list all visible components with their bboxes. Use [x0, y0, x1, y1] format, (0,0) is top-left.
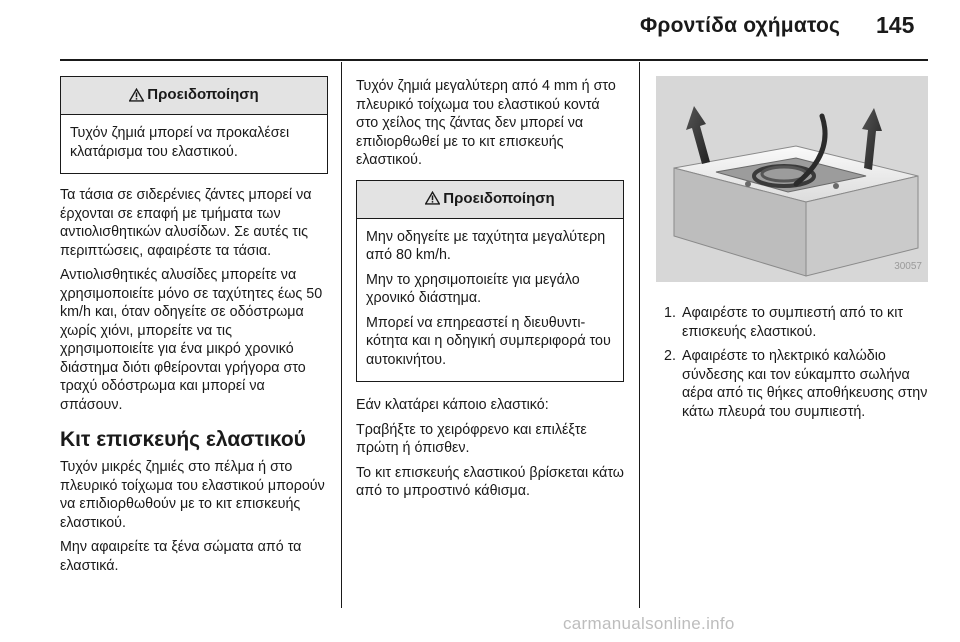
paragraph: Μην αφαιρείτε τα ξένα σώματα από τα ελαστικά.	[60, 539, 302, 574]
step-text: Αφαιρέστε το συμπιεστή από το κιτ επισκευής ελαστικού.	[682, 305, 904, 340]
paragraph: Τραβήξτε το χειρόφρενο και επιλέξτε πρώτη ή όπισθεν.	[356, 421, 587, 456]
section-title: Κιτ επισκευής ελαστικού	[60, 428, 306, 451]
warning-box-1	[60, 76, 328, 174]
warning-text: Μην το χρησιμοποιείτε για μεγάλο χρονικό διάστημα.	[366, 271, 580, 306]
warning-body	[61, 115, 327, 173]
paragraph: Το κιτ επισκευής ελαστικού βρίσκεται κάτω από το μπροστινό κάθισμα.	[356, 464, 624, 499]
list-item	[656, 304, 928, 341]
warning-title: Προειδοποίηση	[147, 86, 259, 104]
paragraph: Τυχόν ζημιά μεγαλύτερη από 4 mm ή στο πλευρικό τοίχωμα του ελαστικού κοντά στο χείλος της ζάντας δεν μπορεί να επιδιορθωθεί με το κιτ επισκευής ελαστικού.	[356, 78, 616, 168]
warning-title: Προειδοποίηση	[443, 189, 555, 207]
header-divider	[60, 59, 928, 61]
paragraph: Τυχόν μικρές ζημιές στο πέλμα ή στο πλευρικό τοίχωμα του ελαστικού μπορούν να επιδιορθωθούν με το κιτ επισκευής ελαστικού.	[60, 459, 325, 531]
step-number: 1.	[664, 305, 676, 321]
tyre-repair-kit-illustration	[656, 76, 928, 282]
paragraph: Εάν κλατάρει κάποιο ελαστικό:	[356, 397, 549, 413]
paragraph: Αντιολισθητικές αλυσίδες μπορείτε να χρησιμοποιείτε μόνο σε ταχύτητες έως 50 km/h και, όταν οδηγείτε σε οδόστρωμα χωρίς χιόνι, μπορείτε να τις χρησιμοποιείτε για ένα μικρό χρονικό διάστημα διότι φθείρονται γρήγορα στο τραχύ οδόστρωμα και μπορεί να σπάσουν.	[60, 267, 323, 413]
warning-triangle-icon	[425, 191, 440, 205]
warning-text: Μην οδηγείτε με ταχύτητα μεγαλύτερη από 80 km/h.	[366, 228, 606, 263]
column-divider-2	[639, 62, 640, 608]
warning-body	[357, 219, 623, 382]
column-1	[60, 76, 328, 581]
step-text: Αφαιρέστε το ηλεκτρικό καλώδιο σύνδεσης και τον εύκαμπτο σωλήνα αέρα από τις θήκες αποθήκευσης στην κάτω πλευρά του συμπιεστή.	[682, 348, 928, 420]
warning-header	[61, 77, 327, 115]
warning-box-2	[356, 180, 624, 383]
paragraph: Τα τάσια σε σιδερένιες ζάντες μπορεί να έρχονται σε επαφή με τμήματα των αντιολισθητικών αλυσίδων. Σε αυτές τις περιπτώσεις, αφαιρέστε τα τάσια.	[60, 187, 312, 259]
compressor-drawing	[656, 76, 928, 282]
steps-list	[656, 304, 928, 421]
warning-text: Τυχόν ζημιά μπορεί να προκαλέσει κλατάρισμα του ελαστικού.	[70, 125, 290, 160]
warning-text: Μπορεί να επηρεαστεί η διευθυντικότητα και η οδηγική συμπεριφορά του αυτοκινήτου.	[366, 314, 611, 368]
step-number: 2.	[664, 348, 676, 364]
column-2	[356, 77, 624, 507]
page-title: Φροντίδα οχήματος	[640, 14, 841, 37]
watermark: carmanualsonline.info	[563, 614, 735, 633]
page-number: 145	[876, 12, 915, 38]
figure-code: 30057	[894, 260, 922, 272]
column-divider-1	[341, 62, 342, 608]
warning-triangle-icon	[129, 88, 144, 102]
list-item	[656, 347, 928, 421]
warning-header	[357, 181, 623, 219]
column-3	[656, 76, 928, 427]
